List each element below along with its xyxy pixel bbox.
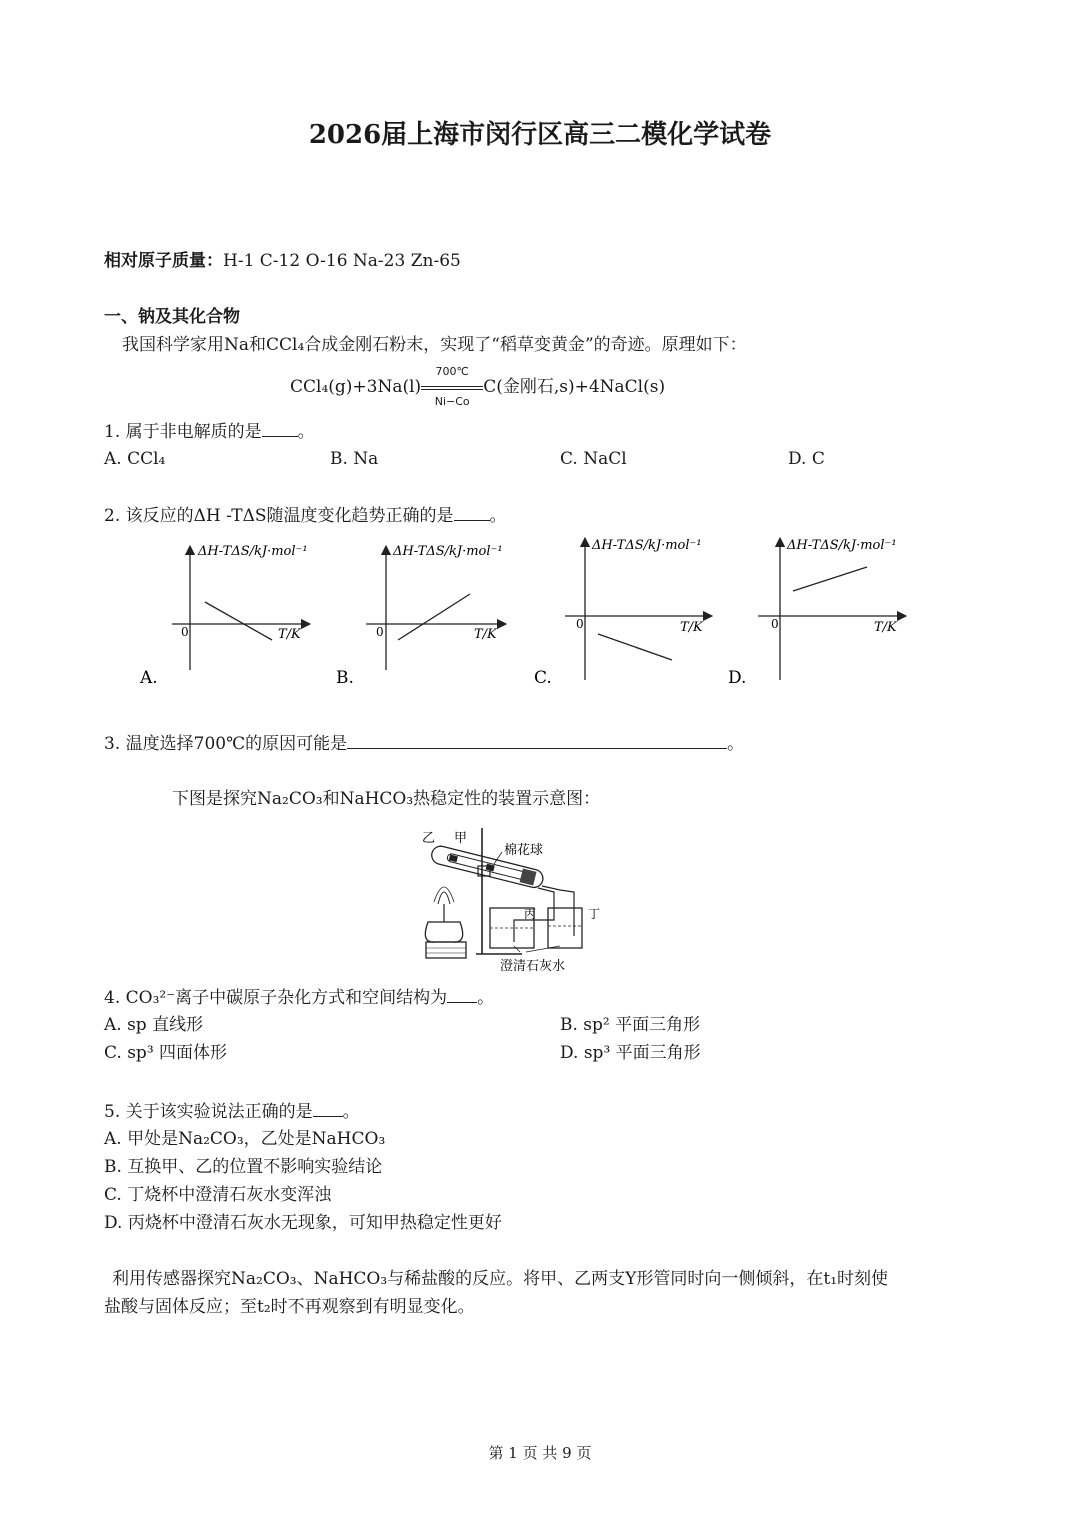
- equation-left: CCl₄(g)+3Na(l): [290, 377, 422, 397]
- question-3-text: 3. 温度选择700℃的原因可能是: [104, 734, 348, 754]
- question-1-option-d: D. C: [788, 449, 825, 469]
- question-5-option-a: A. 甲处是Na₂CO₃，乙处是NaHCO₃: [104, 1129, 386, 1149]
- question-4-option-d: D. sp³ 平面三角形: [560, 1043, 701, 1063]
- question-2-stem: [104, 504, 507, 527]
- beaker-ding: [548, 908, 582, 948]
- answer-blank[interactable]: [262, 420, 298, 437]
- equation-condition-bottom: Ni−Co: [434, 394, 470, 408]
- question-end: 。: [727, 734, 745, 754]
- section-heading: 一、钠及其化合物: [104, 307, 240, 327]
- graph-b: [336, 544, 503, 688]
- graph-d-origin: 0: [771, 617, 779, 631]
- wooden-block: [426, 942, 466, 958]
- answer-blank[interactable]: [313, 1100, 343, 1117]
- apparatus-intro: 下图是探究Na₂CO₃和NaHCO₃热稳定性的装置示意图：: [172, 789, 601, 809]
- page-number: 第 1 页 共 9 页: [488, 1444, 592, 1462]
- graph-a-origin: 0: [181, 625, 189, 639]
- question-1-option-c: C. NaCl: [560, 449, 627, 469]
- question-5-option-d: D. 丙烧杯中澄清石灰水无现象，可知甲热稳定性更好: [104, 1213, 502, 1233]
- label-jia: 甲: [454, 831, 468, 846]
- graph-d-label: D.: [728, 668, 747, 688]
- question-1-stem: [104, 420, 315, 443]
- question-1-text: 1. 属于非电解质的是: [104, 422, 262, 442]
- question-end: 。: [489, 506, 507, 526]
- question-2-text: 2. 该反应的ΔH -TΔS随温度变化趋势正确的是: [104, 506, 454, 526]
- atomic-mass-values: H-1 C-12 O-16 Na-23 Zn-65: [223, 251, 461, 271]
- question-5-option-c: C. 丁烧杯中澄清石灰水变浑浊: [104, 1185, 332, 1205]
- reaction-equation: [290, 364, 666, 408]
- graph-d: [728, 538, 902, 688]
- alcohol-lamp: [425, 922, 462, 942]
- equation-right: C(金刚石,s)+4NaCl(s): [483, 377, 666, 397]
- question-4-option-a: A. sp 直线形: [104, 1015, 204, 1035]
- graph-a-x-label: T/K: [278, 627, 301, 642]
- answer-blank[interactable]: [454, 504, 490, 521]
- graph-d-line: [793, 567, 867, 591]
- graph-b-y-label: ΔH-TΔS/kJ·mol⁻¹: [393, 544, 503, 559]
- question-4-text: 4. CO₃²⁻离子中碳原子杂化方式和空间结构为: [104, 988, 448, 1008]
- section-intro: 我国科学家用Na和CCl₄合成金刚石粉末，实现了“稻草变黄金”的奇迹。原理如下：: [122, 335, 747, 355]
- label-limewater: 澄清石灰水: [500, 959, 566, 974]
- answer-blank[interactable]: [347, 732, 727, 749]
- question-1-option-a: A. CCl₄: [104, 449, 166, 469]
- graph-c-label: C.: [534, 668, 552, 688]
- answer-blank[interactable]: [447, 986, 477, 1003]
- graph-d-y-label: ΔH-TΔS/kJ·mol⁻¹: [787, 538, 897, 553]
- graph-a-line: [205, 602, 272, 640]
- graph-c-line: [598, 634, 672, 660]
- graph-d-x-label: T/K: [874, 620, 897, 635]
- graph-b-line: [398, 594, 470, 640]
- question-3-stem: [104, 732, 744, 755]
- question-5-option-b: B. 互换甲、乙的位置不影响实验结论: [104, 1157, 383, 1177]
- graph-c-origin: 0: [576, 617, 584, 631]
- page-title: 2026届上海市闵行区高三二模化学试卷: [308, 120, 772, 150]
- question-4-option-b: B. sp² 平面三角形: [560, 1015, 701, 1035]
- label-cotton: 棉花球: [504, 843, 544, 858]
- equation-arrow: [421, 364, 483, 408]
- question-4-stem: [104, 986, 494, 1009]
- graph-a-y-label: ΔH-TΔS/kJ·mol⁻¹: [198, 544, 308, 559]
- graph-c-x-label: T/K: [680, 620, 703, 635]
- graph-a: [139, 544, 308, 688]
- question-end: 。: [297, 422, 315, 442]
- question-4-option-c: C. sp³ 四面体形: [104, 1043, 228, 1063]
- question-2-graphs: [0, 530, 1080, 700]
- question-end: 。: [477, 988, 495, 1008]
- question-5-text: 5. 关于该实验说法正确的是: [104, 1102, 313, 1122]
- graph-b-label: B.: [336, 668, 354, 688]
- sensor-paragraph-line-2: 盐酸与固体反应；至t₂时不再观察到有明显变化。: [104, 1297, 475, 1317]
- question-5-stem: [104, 1100, 360, 1123]
- label-bing: 丙: [524, 907, 537, 921]
- question-end: 。: [342, 1102, 360, 1122]
- atomic-mass-label: 相对原子质量：: [104, 251, 223, 271]
- graph-c: [534, 538, 708, 688]
- graph-c-y-label: ΔH-TΔS/kJ·mol⁻¹: [592, 538, 702, 553]
- atomic-mass-line: [104, 250, 461, 272]
- apparatus-diagram: [410, 824, 610, 976]
- graph-b-origin: 0: [376, 625, 384, 639]
- graph-b-x-label: T/K: [474, 627, 497, 642]
- equation-condition-top: 700℃: [435, 364, 469, 378]
- sensor-paragraph-line-1: 利用传感器探究Na₂CO₃、NaHCO₃与稀盐酸的反应。将甲、乙两支Y形管同时向一侧倾斜，在t₁时刻使: [112, 1269, 889, 1289]
- label-ding: 丁: [588, 907, 601, 921]
- label-yi: 乙: [422, 831, 436, 846]
- graph-a-label: A.: [140, 668, 158, 688]
- question-1-option-b: B. Na: [330, 449, 379, 469]
